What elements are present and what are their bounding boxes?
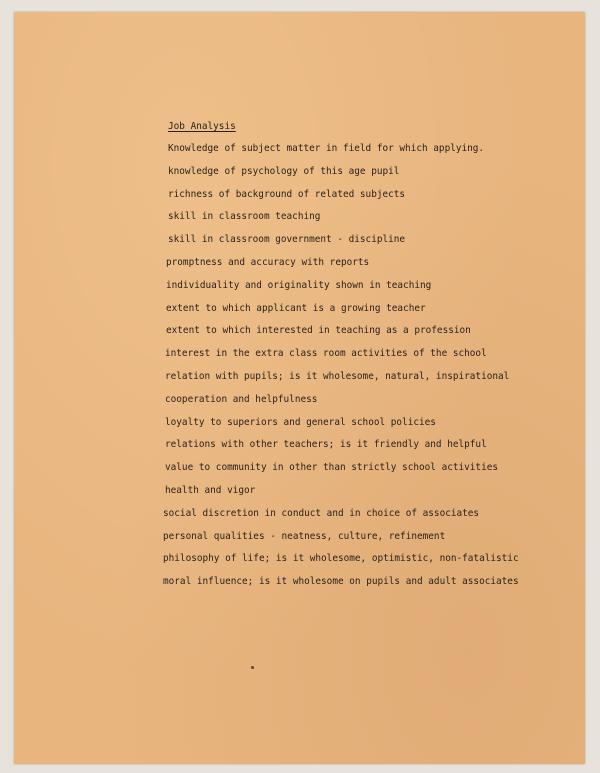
list-item: moral influence; is it wholesome on pupils and adult associates	[163, 576, 519, 588]
list-item: philosophy of life; is it wholesome, optimistic, non-fatalistic	[163, 553, 519, 565]
list-item: interest in the extra class room activities of the school	[165, 348, 487, 360]
list-item: relation with pupils; is it wholesome, natural, inspirational	[165, 370, 510, 382]
list-item: relations with other teachers; is it friendly and helpful	[165, 439, 487, 451]
list-item: promptness and accuracy with reports	[166, 256, 370, 268]
list-item: richness of background of related subjects	[168, 188, 406, 200]
list-item: skill in classroom government - discipline	[168, 234, 406, 246]
list-item: Knowledge of subject matter in field for which applying.	[168, 143, 485, 154]
list-item: social discretion in conduct and in choice of associates	[163, 507, 480, 519]
typed-text-block	[165, 116, 585, 594]
paper-speck	[251, 666, 254, 669]
list-item: health and vigor	[165, 484, 256, 496]
list-item: knowledge of psychology of this age pupil	[168, 165, 400, 177]
list-item: individuality and originality shown in teaching	[166, 279, 432, 291]
list-item: extent to which applicant is a growing teacher	[166, 302, 426, 314]
list-item: skill in classroom teaching	[168, 211, 321, 223]
document-title: Job Analysis	[168, 121, 236, 132]
list-item: loyalty to superiors and general school policies	[165, 416, 436, 428]
list-item: value to community in other than strictly school activities	[165, 462, 499, 474]
paper-sheet	[14, 12, 585, 764]
list-item: extent to which interested in teaching as a profession	[166, 325, 471, 337]
list-item: personal qualities - neatness, culture, refinement	[163, 530, 446, 542]
list-item: cooperation and helpfulness	[165, 393, 318, 405]
